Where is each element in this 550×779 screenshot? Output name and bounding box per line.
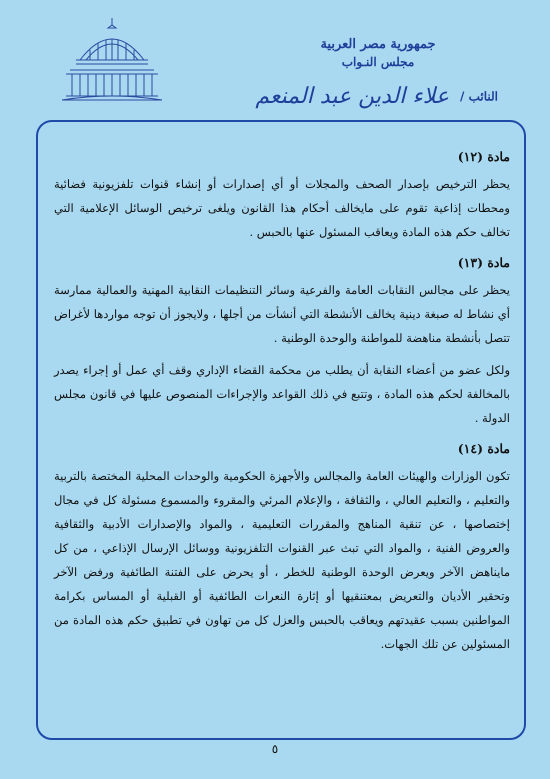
article-paragraph: ولكل عضو من أعضاء النقابة أن يطلب من محكمة القضاء الإداري وقف أي عمل أو إجراء يصدر بالمخالفة لحكم هذه المادة ، وتتبع في ذلك القواعد والإجراءات المنصوص عليها في قانون مجلس الدولة . xyxy=(54,363,510,425)
article-paragraph: يحظر على مجالس النقابات العامة والفرعية وسائر التنظيمات النقابية المهنية والعمالية ممارسة أي نشاط له صبغة دينية يخالف الأنشطة التي أنشأت من أجلها ، ولايجوز أن توجه مواردها لأغراض تتصل بأنشطة مناهضة للمواطنة والوحدة الوطنية . xyxy=(54,283,510,345)
letterhead-organization xyxy=(258,36,498,70)
parliament-dome-logo xyxy=(58,16,166,104)
country-name: جمهورية مصر العربية xyxy=(320,37,436,52)
article-paragraph: تكون الوزارات والهيئات العامة والمجالس والأجهزة الحكومية والوحدات المحلية المختصة بالتربية والتعليم ، والتعليم العالي ، والثقافة ، والإعلام المرئي والمقروء والمسموع مسئولة كل في مجال إختصاصها ، عن تنقية المناهج والمقررات التعليمية ، والمواد والإصدارات الأدبية والثقافية والعروض الفنية ، والمواد التي تبث عبر القنوات التلفزيونية ووسائل الإرسال الإذاعي ، من كل مايناهض الآخر ويعرض الوحدة الوطنية للخطر ، أو يحرض على الفتنة الطائفية ورفض الآخر وتحقير الأديان والتعريض بمعتنقيها أو إثارة النعرات الطائفية أو القبلية أو المساس بكرامة المواطنين بسبب عقيدتهم ويعاقب بالحبس والعزل كل من تهاون في تطبيق حكم هذه المادة من المسئولين عن تلك الجهات. xyxy=(54,469,510,651)
member-of-parliament-line xyxy=(255,84,498,109)
page-number: ٥ xyxy=(271,742,279,756)
article-paragraph: يحظر الترخيص بإصدار الصحف والمجلات أو أي إصدارات أو إنشاء قنوات تلفزيونية فضائية ومحطات إذاعية تقوم على مايخالف أحكام هذا القانون ويلغى ترخيص الوسائل الإعلامية التي تخالف حكم هذه المادة ويعاقب المسئول عنها بالحبس . xyxy=(54,177,510,239)
mp-signature: علاء الدين عبد المنعم xyxy=(255,84,449,109)
article-title: مادة (١٤) xyxy=(457,441,510,456)
council-name: مجلس النـواب xyxy=(341,55,415,69)
document-body xyxy=(54,146,510,664)
article-title: مادة (١٢) xyxy=(457,149,510,164)
article-title: مادة (١٣) xyxy=(457,255,510,270)
mp-label: النائب / xyxy=(460,89,498,104)
